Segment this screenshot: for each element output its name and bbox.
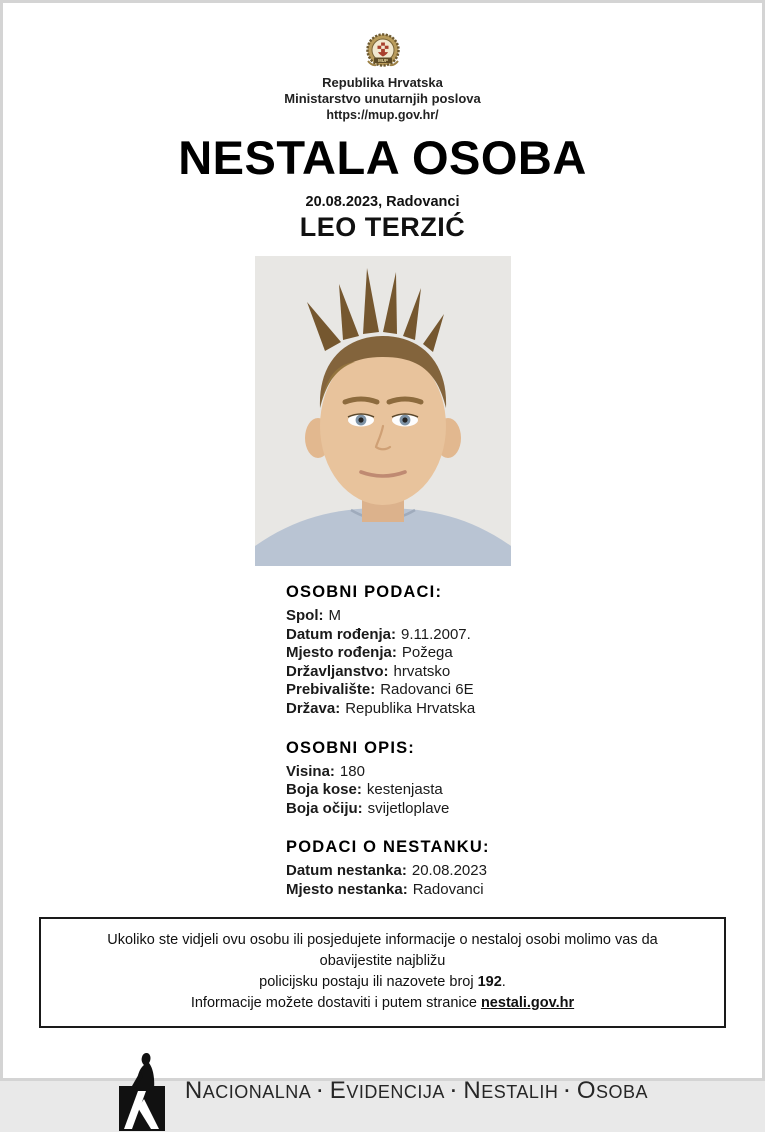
section-personal-data (286, 583, 762, 719)
row-value: Radovanci (412, 880, 484, 898)
footer-word: NACIONALNA (184, 1076, 312, 1104)
poster-title: NESTALA OSOBA (178, 131, 587, 184)
row-label: Mjesto rođenja: (286, 644, 397, 662)
info-row (286, 881, 762, 900)
row-label: Mjesto nestanka: (286, 880, 408, 898)
info-row (286, 607, 762, 626)
notice-line-3 (71, 993, 694, 1014)
mup-coat-of-arms-icon (360, 32, 406, 72)
emblem-mup-label: MUP (377, 57, 388, 63)
row-label: Visina: (286, 762, 335, 780)
row-label: Država: (286, 699, 341, 717)
row-label: Prebivalište: (286, 681, 376, 699)
footer-wordmark (185, 1077, 648, 1105)
date-location-subtitle: 20.08.2023, Radovanci (305, 194, 460, 210)
info-row (286, 626, 762, 645)
notice-line-2-text: policijsku postaju ili nazovete broj (259, 973, 478, 990)
missing-person-photo (255, 256, 511, 566)
footer-separator: · (450, 1080, 458, 1101)
notice-line-1: Ukoliko ste vidjeli ovu osobu ili posjedujete informacije o nestaloj osobi molimo vas da obavijestite najbližu (107, 931, 658, 969)
notice-line-2-period: . (501, 973, 506, 990)
nestali-gov-hr-link[interactable]: nestali.gov.hr (480, 994, 575, 1011)
info-row (286, 781, 762, 800)
footer-word: OSOBA (576, 1076, 649, 1104)
notice-box (39, 917, 726, 1028)
section-heading: OSOBNI PODACI: (286, 583, 443, 601)
info-row (286, 763, 762, 782)
row-value: Radovanci 6E (380, 681, 474, 699)
section-heading: PODACI O NESTANKU: (286, 838, 490, 857)
info-row (286, 681, 762, 700)
section-disappearance-data (286, 838, 762, 899)
ministry-url: https://mup.gov.hr/ (326, 108, 439, 122)
info-row (286, 644, 762, 663)
info-row (286, 700, 762, 719)
walking-man-logo-icon (117, 1050, 171, 1132)
row-label: Boja kose: (286, 781, 362, 799)
row-value: 9.11.2007. (401, 625, 471, 643)
row-value: 20.08.2023 (411, 862, 487, 880)
row-value: hrvatsko (393, 662, 451, 680)
row-value: kestenjasta (366, 781, 443, 799)
row-value: 180 (339, 762, 365, 780)
row-value: svijetloplave (367, 799, 450, 817)
section-heading: OSOBNI OPIS: (286, 738, 415, 757)
row-label: Boja očiju: (286, 799, 363, 817)
footer-word: NESTALIH (463, 1076, 559, 1104)
notice-line-2 (71, 972, 694, 993)
row-label: Državljanstvo: (286, 662, 389, 680)
person-info (286, 583, 762, 900)
row-value: Požega (401, 644, 453, 662)
footer-separator: · (564, 1080, 571, 1101)
row-label: Datum rođenja: (286, 625, 397, 643)
country-name: Republika Hrvatska (322, 75, 443, 90)
info-row (286, 862, 762, 881)
info-row (286, 663, 762, 682)
footer-separator: · (317, 1080, 324, 1101)
info-row (286, 800, 762, 819)
ministry-name: Ministarstvo unutarnjih poslova (284, 91, 481, 106)
missing-person-name: LEO TERZIĆ (299, 212, 466, 242)
emergency-number: 192 (477, 973, 502, 990)
nen-footer (3, 1050, 762, 1132)
notice-line-3-text: Informacije možete dostaviti i putem stranice (190, 994, 481, 1011)
ministry-header (3, 3, 762, 123)
footer-word: EVIDENCIJA (329, 1076, 445, 1104)
row-label: Datum nestanka: (286, 862, 407, 880)
row-value: M (328, 607, 341, 624)
row-label: Spol: (286, 607, 324, 624)
section-personal-description (286, 739, 762, 819)
portrait-illustration (255, 256, 511, 566)
row-value: Republika Hrvatska (345, 699, 476, 717)
